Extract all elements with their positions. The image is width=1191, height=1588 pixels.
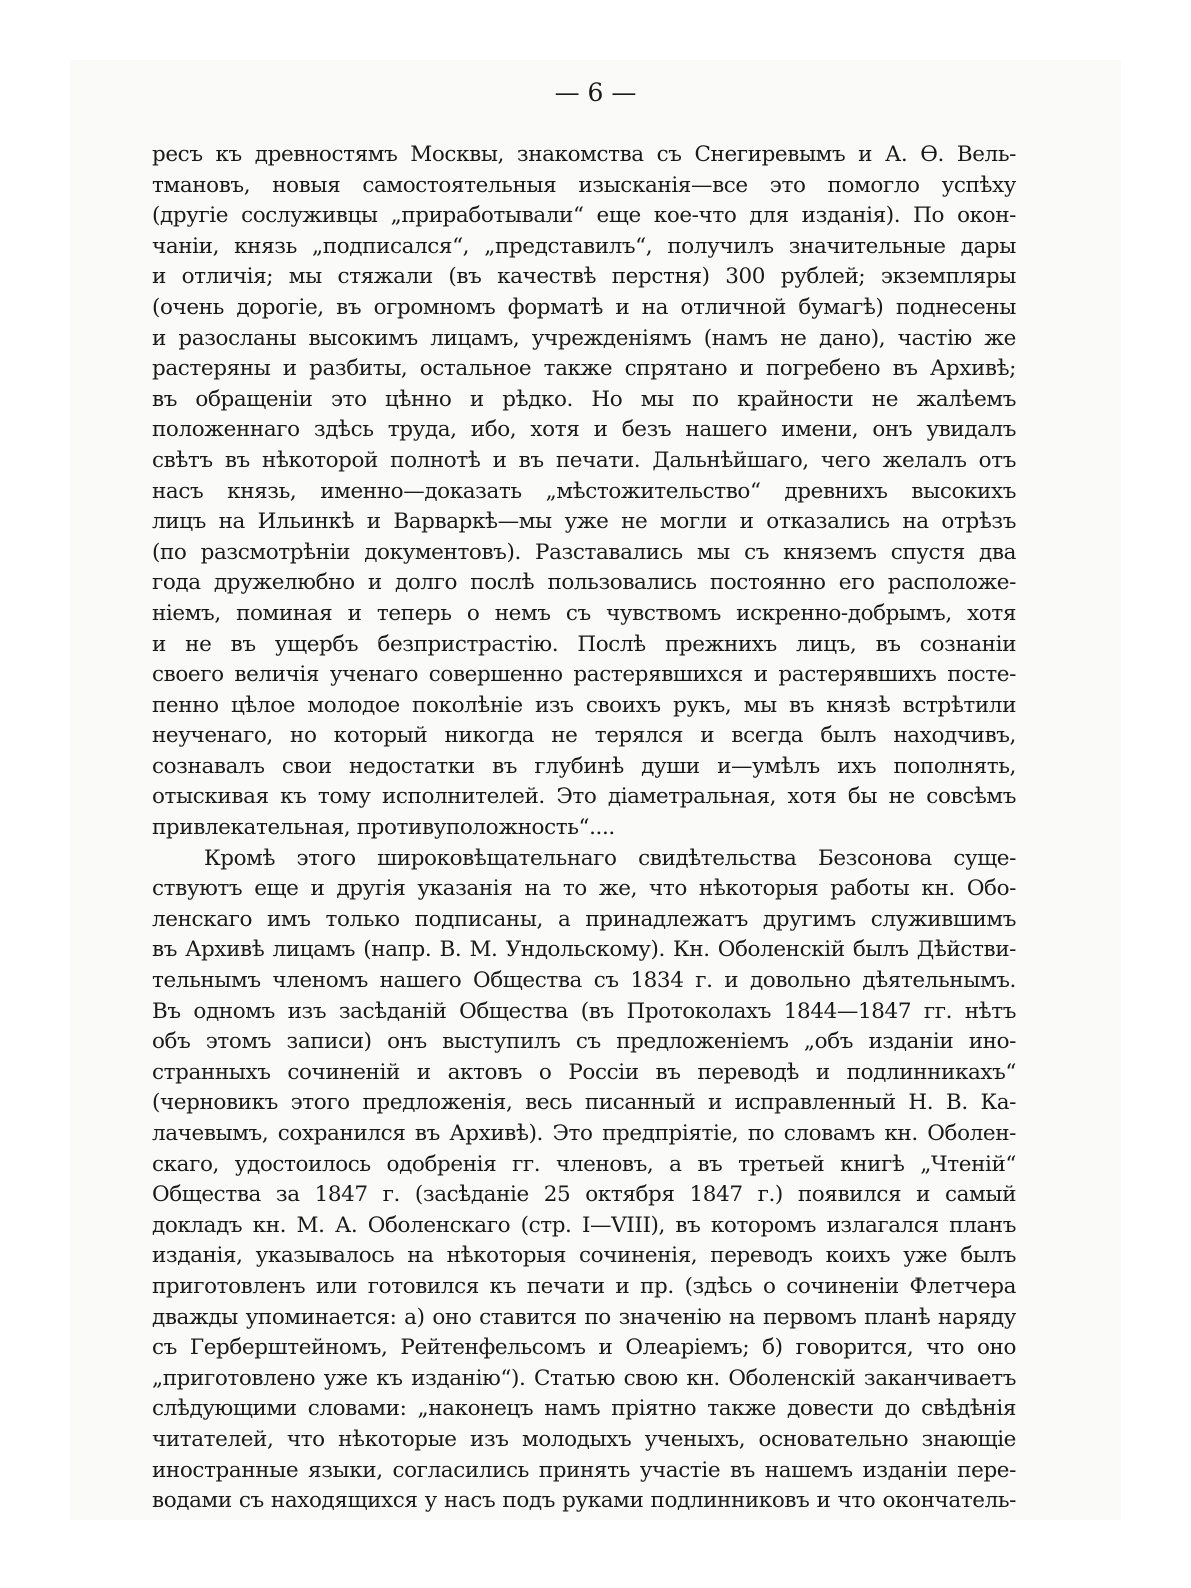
text-line: дважды упоминается: а) оно ставится по значенію на первомъ планѣ наряду <box>152 1304 1016 1330</box>
text-line: своего величія ученаго совершенно растерявшихся и растерявшихъ посте- <box>152 662 1016 688</box>
paragraph-1 <box>152 140 1016 844</box>
text-line: „приготовлено уже къ изданію“). Статью свою кн. Оболенскій заканчиваетъ <box>152 1365 1016 1391</box>
text-line: изданія, указывалось на нѣкоторыя сочиненія, переводъ коихъ уже былъ <box>152 1243 1016 1269</box>
text-line: тельнымъ членомъ нашего Общества съ 1834 г. и довольно дѣятельнымъ. <box>152 968 1016 994</box>
text-line: (другіе сослуживцы „приработывали“ еще кое-что для изданія). По окон- <box>152 203 1016 229</box>
text-line: свѣтъ въ нѣкоторой полнотѣ и въ печати. Дальнѣйшаго, чего желалъ отъ <box>152 447 1016 473</box>
text-line: растеряны и разбиты, остальное также спрятано и погребено въ Архивѣ; <box>152 356 1016 382</box>
text-line: лачевымъ, сохранился въ Архивѣ). Это предпріятіе, по словамъ кн. Оболен- <box>152 1121 1016 1146</box>
text-line: и не въ ущербъ безпристрастію. Послѣ прежнихъ лицъ, въ сознаніи <box>152 631 1016 657</box>
text-line: ресъ къ древностямъ Москвы, знакомства съ Снегиревымъ и А. Ѳ. Вель- <box>152 142 1016 167</box>
text-line: Кромѣ этого широковѣщательнаго свидѣтельства Безсонова суще- <box>204 845 1016 871</box>
text-line: (очень дорогіе, въ огромномъ форматѣ и на отличной бумагѣ) поднесены <box>152 294 1016 320</box>
text-line: сознавалъ свои недостатки въ глубинѣ души и—умѣлъ ихъ пополнять, <box>152 753 1016 779</box>
text-line: лицъ на Ильинкѣ и Варваркѣ—мы уже не могли и отказались на отрѣзъ <box>152 509 1016 535</box>
text-line: привлекательная, противуположность“.... <box>152 815 615 841</box>
text-line: слѣдующими словами: „наконецъ намъ пріятно также довести до свѣдѣнія <box>152 1396 1016 1422</box>
text-line: ніемъ, поминая и теперь о немъ съ чувствомъ искренно-добрымъ, хотя <box>152 600 1016 626</box>
text-line: и отличія; мы стяжали (въ качествѣ перстня) 300 рублей; экземпляры <box>152 264 1016 290</box>
text-line: и разосланы высокимъ лицамъ, учрежденіямъ (намъ не дано), частію же <box>152 325 1016 351</box>
text-line: Въ одномъ изъ засѣданій Общества (въ Протоколахъ 1844—1847 гг. нѣтъ <box>152 998 1016 1024</box>
text-line: чаніи, князь „подписался“, „представилъ“, получилъ значительные дары <box>152 233 1016 259</box>
text-line: ленскаго имъ только подписаны, а принадлежатъ другимъ служившимъ <box>152 906 1016 932</box>
text-line: съ Герберштейномъ, Рейтенфельсомъ и Олеаріемъ; б) говорится, что оно <box>152 1335 1016 1361</box>
text-line: (по разсмотрѣніи документовъ). Разставались мы съ княземъ спустя два <box>152 539 1016 565</box>
text-line: приготовленъ или готовился къ печати и пр. (здѣсь о сочиненіи Флетчера <box>152 1273 1016 1299</box>
text-line: года дружелюбно и долго послѣ пользовались постоянно его расположе- <box>152 570 1016 596</box>
text-line: водами съ находящихся у насъ подъ руками подлинниковъ и что окончатель- <box>152 1488 1016 1514</box>
text-line: иностранные языки, согласились принять участіе въ нашемъ изданіи пере- <box>152 1457 1016 1483</box>
text-line: докладъ кн. М. А. Оболенскаго (стр. I—VIII), въ которомъ излагался планъ <box>152 1212 1016 1238</box>
body-text <box>152 140 1016 1517</box>
text-line: въ обращеніи это цѣнно и рѣдко. Но мы по крайности не жалѣемъ <box>152 386 1016 412</box>
text-line: Общества за 1847 г. (засѣданіе 25 октября 1847 г.) появился и самый <box>152 1182 1016 1208</box>
text-line: въ Архивѣ лицамъ (напр. В. М. Ундольскому). Кн. Оболенскій былъ Дѣйстви- <box>152 937 1016 963</box>
text-line: ствуютъ еще и другія указанія на то же, что нѣкоторыя работы кн. Обо- <box>152 876 1016 902</box>
page-number: — 6 — <box>554 78 637 107</box>
text-line: (черновикъ этого предложенія, весь писанный и исправленный Н. В. Ка- <box>152 1090 1016 1116</box>
text-line: насъ князь, именно—доказать „мѣстожительство“ древнихъ высокихъ <box>152 478 1016 504</box>
text-line: отыскивая къ тому исполнителей. Это діаметральная, хотя бы не совсѣмъ <box>152 784 1016 810</box>
text-line: объ этомъ записи) онъ выступилъ съ предложеніемъ „объ изданіи ино- <box>152 1029 1016 1055</box>
text-line: странныхъ сочиненій и актовъ о Россіи въ переводѣ и подлинникахъ“ <box>152 1059 1016 1085</box>
text-line: пенно цѣлое молодое поколѣніе изъ своихъ рукъ, мы въ князѣ встрѣтили <box>152 692 1016 718</box>
text-line: положеннаго здѣсь труда, ибо, хотя и безъ нашего имени, онъ увидалъ <box>152 417 1016 443</box>
paragraph-2 <box>152 844 1016 1517</box>
text-line: читателей, что нѣкоторые изъ молодыхъ ученыхъ, основательно знающіе <box>152 1426 1016 1452</box>
text-line: тмановъ, новыя самостоятельныя изысканія—все это помогло успѣху <box>152 172 1016 198</box>
text-line: скаго, удостоилось одобренія гг. членовъ, а въ третьей книгѣ „Чтеній“ <box>152 1151 1016 1177</box>
text-line: неученаго, но который никогда не терялся и всегда былъ находчивъ, <box>152 723 1016 749</box>
